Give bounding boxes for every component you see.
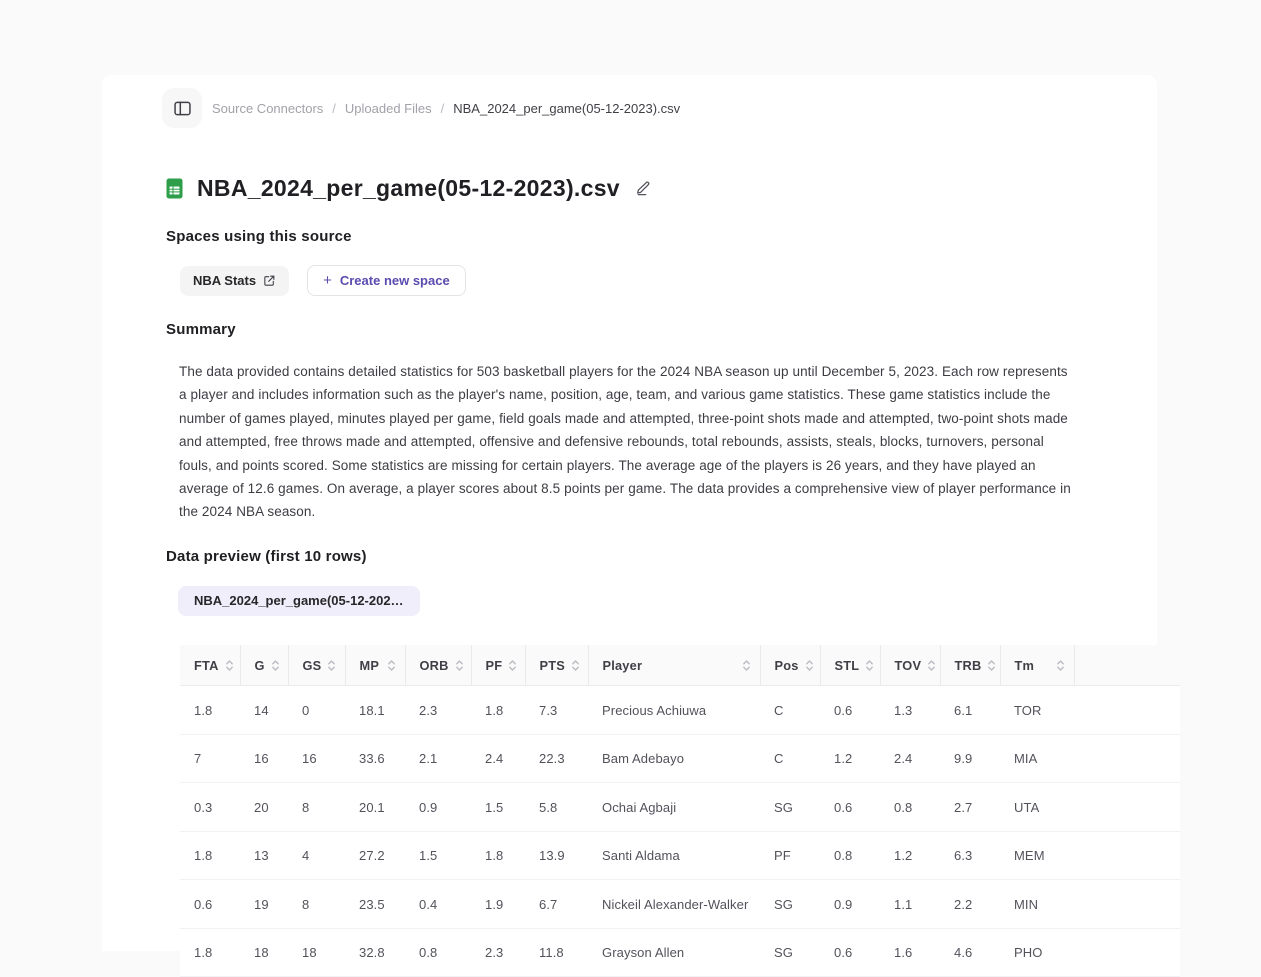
table-cell: PF (760, 831, 820, 880)
table-cell-filler (1074, 734, 1180, 783)
column-header-pts[interactable] (525, 645, 588, 686)
table-cell: 18 (288, 928, 345, 977)
table-cell-filler (1074, 831, 1180, 880)
table-cell: 8 (288, 783, 345, 832)
table-cell: Ochai Agbaji (588, 783, 760, 832)
table-cell: 5.8 (525, 783, 588, 832)
table-row[interactable] (180, 928, 1180, 977)
column-header-player[interactable] (588, 645, 760, 686)
table-cell: 1.8 (180, 831, 240, 880)
column-header-fta[interactable] (180, 645, 240, 686)
column-header-stl[interactable] (820, 645, 880, 686)
table-cell: 23.5 (345, 880, 405, 929)
table-row[interactable] (180, 686, 1180, 735)
table-cell: Nickeil Alexander-Walker (588, 880, 760, 929)
column-header-orb[interactable] (405, 645, 471, 686)
table-cell: 1.2 (880, 831, 940, 880)
table-cell: UTA (1000, 783, 1074, 832)
table-cell: 0.4 (405, 880, 471, 929)
column-label: Tm (1014, 657, 1035, 673)
sort-icon[interactable] (327, 658, 336, 673)
table-cell: 2.7 (940, 783, 1000, 832)
column-label: TRB (954, 657, 982, 673)
sort-icon[interactable] (387, 658, 396, 673)
table-row[interactable] (180, 783, 1180, 832)
table-cell: 2.4 (471, 734, 525, 783)
table-cell: TOR (1000, 686, 1074, 735)
column-label: G (254, 657, 265, 673)
table-cell-filler (1074, 880, 1180, 929)
preview-file-tab[interactable] (178, 586, 420, 616)
table-cell: SG (760, 928, 820, 977)
external-link-icon (263, 274, 276, 287)
column-header-mp[interactable] (345, 645, 405, 686)
sort-icon[interactable] (927, 658, 936, 673)
space-chip-label: NBA Stats (193, 273, 257, 288)
plus-icon: + (323, 272, 332, 289)
spaces-chips-row (180, 265, 1157, 296)
table-cell: 7.3 (525, 686, 588, 735)
table-cell-filler (1074, 686, 1180, 735)
sort-icon[interactable] (987, 658, 996, 673)
column-header-trb[interactable] (940, 645, 1000, 686)
table-cell: 0 (288, 686, 345, 735)
table-cell: 13 (240, 831, 288, 880)
table-cell: 0.9 (820, 880, 880, 929)
table-cell: 7 (180, 734, 240, 783)
breadcrumb-row (102, 75, 1157, 128)
sort-icon[interactable] (1056, 658, 1065, 673)
sort-icon[interactable] (225, 658, 234, 673)
table-cell: 0.8 (405, 928, 471, 977)
table-cell: 0.6 (180, 880, 240, 929)
table-cell: 1.1 (880, 880, 940, 929)
table-cell: 2.2 (940, 880, 1000, 929)
table-cell: MIN (1000, 880, 1074, 929)
table-cell: 16 (288, 734, 345, 783)
table-cell: 0.9 (405, 783, 471, 832)
column-label: TOV (894, 657, 922, 673)
table-body (180, 686, 1180, 977)
table-cell: 1.8 (471, 686, 525, 735)
table-cell: PHO (1000, 928, 1074, 977)
breadcrumb-item-current-file: NBA_2024_per_game(05-12-2023).csv (453, 100, 681, 116)
edit-title-button[interactable] (633, 178, 653, 198)
table-cell: 0.6 (820, 686, 880, 735)
table-cell: 18 (240, 928, 288, 977)
breadcrumb-item-uploaded-files[interactable]: Uploaded Files (344, 100, 432, 116)
column-label: FTA (194, 657, 219, 673)
table-cell: 20.1 (345, 783, 405, 832)
table-cell-filler (1074, 783, 1180, 832)
table-row[interactable] (180, 880, 1180, 929)
space-chip-nba-stats[interactable] (180, 266, 289, 296)
sort-icon[interactable] (571, 658, 580, 673)
table-cell: 16 (240, 734, 288, 783)
table-cell: 18.1 (345, 686, 405, 735)
sort-icon[interactable] (455, 658, 464, 673)
pencil-edit-icon (635, 180, 651, 196)
summary-heading: Summary (166, 321, 236, 338)
table-cell: 19 (240, 880, 288, 929)
breadcrumb-separator: / (440, 100, 445, 116)
column-label: MP (359, 657, 380, 673)
table-cell: 6.3 (940, 831, 1000, 880)
column-header-tm[interactable] (1000, 645, 1074, 686)
sort-icon[interactable] (271, 658, 280, 673)
column-header-pos[interactable] (760, 645, 820, 686)
page-title: NBA_2024_per_game(05-12-2023).csv (197, 174, 620, 201)
table-cell: Bam Adebayo (588, 734, 760, 783)
column-header-filler (1074, 645, 1180, 686)
spaces-heading: Spaces using this source (166, 228, 352, 245)
table-cell: 1.2 (820, 734, 880, 783)
table-cell: 1.9 (471, 880, 525, 929)
sort-icon[interactable] (865, 658, 874, 673)
column-label: PTS (539, 657, 565, 673)
table-cell: 0.3 (180, 783, 240, 832)
table-cell: C (760, 734, 820, 783)
table-cell: 4 (288, 831, 345, 880)
column-header-gs[interactable] (288, 645, 345, 686)
table-cell: 22.3 (525, 734, 588, 783)
table-cell: 6.7 (525, 880, 588, 929)
table-cell: 0.8 (880, 783, 940, 832)
panel-left-icon (172, 98, 193, 119)
table-cell: 13.9 (525, 831, 588, 880)
table-cell: SG (760, 880, 820, 929)
column-label: GS (302, 657, 322, 673)
table-cell: Precious Achiuwa (588, 686, 760, 735)
sort-icon[interactable] (508, 658, 517, 673)
table-cell: 20 (240, 783, 288, 832)
table-cell: 1.3 (880, 686, 940, 735)
column-label: Player (602, 657, 643, 673)
table-row[interactable] (180, 734, 1180, 783)
table-cell: 1.5 (471, 783, 525, 832)
table-cell: 1.8 (471, 831, 525, 880)
table-cell: 27.2 (345, 831, 405, 880)
table-cell: MEM (1000, 831, 1074, 880)
table-cell: 14 (240, 686, 288, 735)
table-cell: 2.3 (471, 928, 525, 977)
table-row[interactable] (180, 831, 1180, 880)
source-detail-card (102, 75, 1157, 961)
table-cell: Santi Aldama (588, 831, 760, 880)
data-preview-heading: Data preview (first 10 rows) (166, 547, 367, 565)
table-cell: 0.8 (820, 831, 880, 880)
table-cell: SG (760, 783, 820, 832)
column-header-tov[interactable] (880, 645, 940, 686)
table-cell: 8 (288, 880, 345, 929)
sidebar-toggle-button[interactable] (162, 88, 202, 128)
preview-file-tab-label: NBA_2024_per_game(05-12-202… (194, 593, 404, 609)
table-cell: 1.6 (880, 928, 940, 977)
data-preview-table (180, 645, 1180, 977)
table-cell: 1.8 (180, 928, 240, 977)
table-cell: 1.8 (180, 686, 240, 735)
column-header-g[interactable] (240, 645, 288, 686)
column-header-pf[interactable] (471, 645, 525, 686)
table-header-row (180, 645, 1180, 686)
table-cell: 11.8 (525, 928, 588, 977)
data-preview-table-container[interactable] (180, 645, 1077, 977)
table-cell: 1.5 (405, 831, 471, 880)
table-cell: 2.4 (880, 734, 940, 783)
table-cell: MIA (1000, 734, 1074, 783)
table-cell: 0.6 (820, 783, 880, 832)
table-cell: 2.3 (405, 686, 471, 735)
breadcrumb-separator: / (332, 100, 336, 116)
table-cell: 32.8 (345, 928, 405, 977)
table-cell: Grayson Allen (588, 928, 760, 977)
spreadsheet-file-icon (166, 178, 183, 199)
column-label: PF (485, 657, 503, 673)
summary-text: The data provided contains detailed statistics for 503 basketball players for the 2024 NBA season up until December 5, 2023. Each row represents a player and includes information such as the player's name, position, age, team, and various game statistics. These game statistics include the number of games played, minutes played per game, field goals made and attempted, three-point shots made and attempted, two-point shots made and attempted, free throws made and attempted, offensive and defensive rebounds, total rebounds, assists, steals, blocks, turnovers, personal fouls, and points scored. Some statistics are missing for certain players. The average age of the players is 26 years, and they have played an average of 12.6 games. On average, a player scores about 8.5 points per game. The data provides a comprehensive view of player performance in the 2024 NBA season. (179, 364, 1071, 520)
table-cell-filler (1074, 928, 1180, 977)
column-label: STL (834, 657, 860, 673)
create-new-space-button[interactable] (307, 265, 466, 296)
column-label: ORB (419, 657, 449, 673)
sort-icon[interactable] (742, 658, 751, 673)
table-cell: 4.6 (940, 928, 1000, 977)
create-new-space-label: Create new space (339, 273, 450, 288)
title-row (166, 172, 1157, 204)
table-cell: 33.6 (345, 734, 405, 783)
table-cell: C (760, 686, 820, 735)
table-cell: 9.9 (940, 734, 1000, 783)
table-cell: 6.1 (940, 686, 1000, 735)
column-label: Pos (774, 657, 799, 673)
table-cell: 0.6 (820, 928, 880, 977)
table-cell: 2.1 (405, 734, 471, 783)
breadcrumb-item-source-connectors[interactable]: Source Connectors (212, 100, 324, 116)
breadcrumb (212, 101, 680, 116)
sort-icon[interactable] (805, 658, 814, 673)
